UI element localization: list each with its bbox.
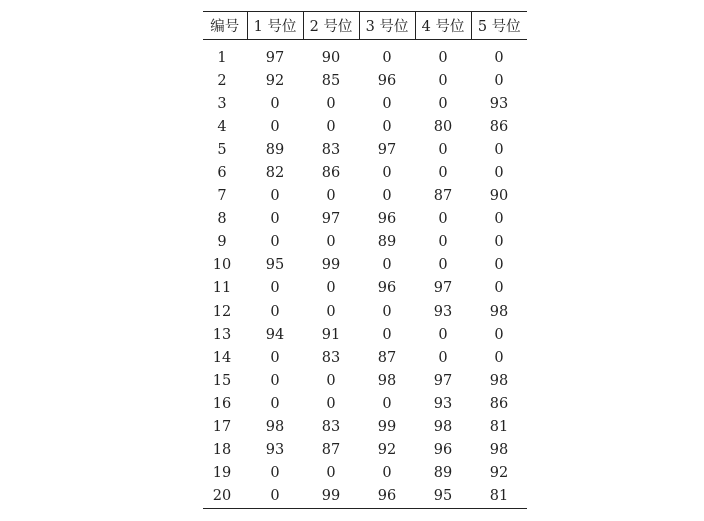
score-position-2: 0 — [326, 118, 336, 135]
score-position-1: 0 — [270, 465, 280, 482]
score-position-1: 98 — [265, 419, 285, 436]
score-position-5: 98 — [489, 303, 509, 320]
score-position-5: 0 — [494, 326, 504, 343]
score-position-4: 93 — [433, 303, 453, 320]
header-position-4: 4 号位 — [415, 12, 471, 40]
score-position-1: 0 — [270, 488, 280, 505]
score-position-3: 0 — [382, 165, 392, 182]
score-position-1: 93 — [265, 442, 285, 459]
score-position-2: 99 — [321, 257, 341, 274]
score-position-4: 89 — [433, 465, 453, 482]
score-position-2: 97 — [321, 211, 341, 228]
score-position-5: 98 — [489, 442, 509, 459]
score-position-3: 98 — [377, 372, 397, 389]
score-position-5: 0 — [494, 349, 504, 366]
score-position-4: 0 — [438, 211, 448, 228]
table-row — [203, 208, 527, 231]
score-position-5: 0 — [494, 72, 504, 89]
row-id: 6 — [217, 165, 227, 182]
score-position-1: 0 — [270, 95, 280, 112]
table-row — [203, 185, 527, 208]
header-position-5: 5 号位 — [471, 12, 527, 40]
score-position-3: 92 — [377, 442, 397, 459]
score-position-5: 0 — [494, 165, 504, 182]
score-position-1: 0 — [270, 280, 280, 297]
header-row — [203, 12, 527, 40]
table-row — [203, 346, 527, 369]
header-position-1: 1 号位 — [247, 12, 303, 40]
score-position-3: 87 — [377, 349, 397, 366]
score-position-1: 0 — [270, 372, 280, 389]
score-position-4: 0 — [438, 234, 448, 251]
score-table — [203, 11, 527, 509]
score-position-3: 89 — [377, 234, 397, 251]
score-position-5: 0 — [494, 280, 504, 297]
row-id: 15 — [212, 372, 232, 389]
score-position-3: 99 — [377, 419, 397, 436]
score-position-2: 0 — [326, 188, 336, 205]
score-position-2: 0 — [326, 395, 336, 412]
score-position-3: 96 — [377, 488, 397, 505]
row-id: 3 — [217, 95, 227, 112]
row-id: 8 — [217, 211, 227, 228]
score-position-1: 92 — [265, 72, 285, 89]
table-row — [203, 485, 527, 509]
row-id: 12 — [212, 303, 232, 320]
score-position-2: 91 — [321, 326, 341, 343]
row-id: 7 — [217, 188, 227, 205]
score-position-5: 98 — [489, 372, 509, 389]
row-id: 5 — [217, 141, 227, 158]
score-position-2: 86 — [321, 165, 341, 182]
score-position-4: 0 — [438, 49, 448, 66]
table-row — [203, 231, 527, 254]
row-id: 10 — [212, 257, 232, 274]
score-position-3: 96 — [377, 280, 397, 297]
score-position-1: 97 — [265, 49, 285, 66]
score-position-4: 97 — [433, 280, 453, 297]
score-position-4: 0 — [438, 257, 448, 274]
row-id: 16 — [212, 395, 232, 412]
score-position-4: 93 — [433, 395, 453, 412]
score-position-1: 0 — [270, 211, 280, 228]
score-position-1: 82 — [265, 165, 285, 182]
score-position-2: 0 — [326, 234, 336, 251]
row-id: 18 — [212, 442, 232, 459]
score-position-2: 99 — [321, 488, 341, 505]
score-position-3: 97 — [377, 141, 397, 158]
score-position-1: 95 — [265, 257, 285, 274]
table-body — [203, 40, 527, 509]
table-header — [203, 12, 527, 40]
table-row — [203, 138, 527, 161]
score-position-4: 0 — [438, 349, 448, 366]
row-id: 4 — [217, 118, 227, 135]
score-position-2: 0 — [326, 95, 336, 112]
table-row — [203, 323, 527, 346]
score-position-1: 0 — [270, 234, 280, 251]
row-id: 19 — [212, 465, 232, 482]
score-position-3: 0 — [382, 188, 392, 205]
score-position-5: 86 — [489, 395, 509, 412]
row-id: 13 — [212, 326, 232, 343]
score-position-1: 0 — [270, 349, 280, 366]
score-position-3: 0 — [382, 303, 392, 320]
score-position-4: 0 — [438, 165, 448, 182]
score-position-5: 93 — [489, 95, 509, 112]
header-position-3: 3 号位 — [359, 12, 415, 40]
table-row — [203, 69, 527, 92]
row-id: 11 — [212, 280, 232, 297]
score-position-5: 81 — [489, 488, 509, 505]
score-position-2: 0 — [326, 303, 336, 320]
score-position-5: 0 — [494, 234, 504, 251]
header-position-2: 2 号位 — [303, 12, 359, 40]
score-position-4: 0 — [438, 95, 448, 112]
score-position-3: 0 — [382, 257, 392, 274]
score-position-5: 86 — [489, 118, 509, 135]
row-id: 9 — [217, 234, 227, 251]
table-row — [203, 115, 527, 138]
table-row — [203, 254, 527, 277]
score-position-3: 0 — [382, 118, 392, 135]
score-position-4: 80 — [433, 118, 453, 135]
row-id: 17 — [212, 419, 232, 436]
score-position-3: 96 — [377, 72, 397, 89]
score-position-4: 0 — [438, 326, 448, 343]
score-position-1: 89 — [265, 141, 285, 158]
score-position-5: 0 — [494, 257, 504, 274]
score-position-3: 0 — [382, 49, 392, 66]
table-row — [203, 300, 527, 323]
row-id: 2 — [217, 72, 227, 89]
row-id: 20 — [212, 488, 232, 505]
score-position-3: 0 — [382, 326, 392, 343]
score-position-5: 81 — [489, 419, 509, 436]
score-position-4: 97 — [433, 372, 453, 389]
score-position-2: 83 — [321, 419, 341, 436]
score-position-4: 96 — [433, 442, 453, 459]
table-row — [203, 92, 527, 115]
score-position-4: 95 — [433, 488, 453, 505]
score-position-1: 94 — [265, 326, 285, 343]
score-position-2: 83 — [321, 141, 341, 158]
table-row — [203, 277, 527, 300]
score-position-4: 87 — [433, 188, 453, 205]
score-position-2: 0 — [326, 280, 336, 297]
score-position-5: 0 — [494, 49, 504, 66]
score-position-1: 0 — [270, 188, 280, 205]
table-row — [203, 161, 527, 184]
score-position-5: 0 — [494, 211, 504, 228]
row-id: 14 — [212, 349, 232, 366]
table-row — [203, 392, 527, 415]
score-position-3: 0 — [382, 465, 392, 482]
score-position-1: 0 — [270, 395, 280, 412]
score-position-1: 0 — [270, 118, 280, 135]
table-row — [203, 40, 527, 70]
score-position-4: 0 — [438, 72, 448, 89]
header-id: 编号 — [210, 19, 240, 35]
table-row — [203, 462, 527, 485]
score-position-2: 87 — [321, 442, 341, 459]
score-position-2: 0 — [326, 372, 336, 389]
score-position-3: 0 — [382, 395, 392, 412]
table-row — [203, 369, 527, 392]
score-position-5: 90 — [489, 188, 509, 205]
table-row — [203, 439, 527, 462]
score-position-5: 92 — [489, 465, 509, 482]
score-position-4: 0 — [438, 141, 448, 158]
score-table-container — [203, 11, 527, 509]
score-position-2: 0 — [326, 465, 336, 482]
score-position-3: 96 — [377, 211, 397, 228]
score-position-2: 83 — [321, 349, 341, 366]
score-position-2: 85 — [321, 72, 341, 89]
table-row — [203, 416, 527, 439]
score-position-1: 0 — [270, 303, 280, 320]
row-id: 1 — [217, 49, 227, 66]
score-position-5: 0 — [494, 141, 504, 158]
score-position-2: 90 — [321, 49, 341, 66]
score-position-3: 0 — [382, 95, 392, 112]
score-position-4: 98 — [433, 419, 453, 436]
